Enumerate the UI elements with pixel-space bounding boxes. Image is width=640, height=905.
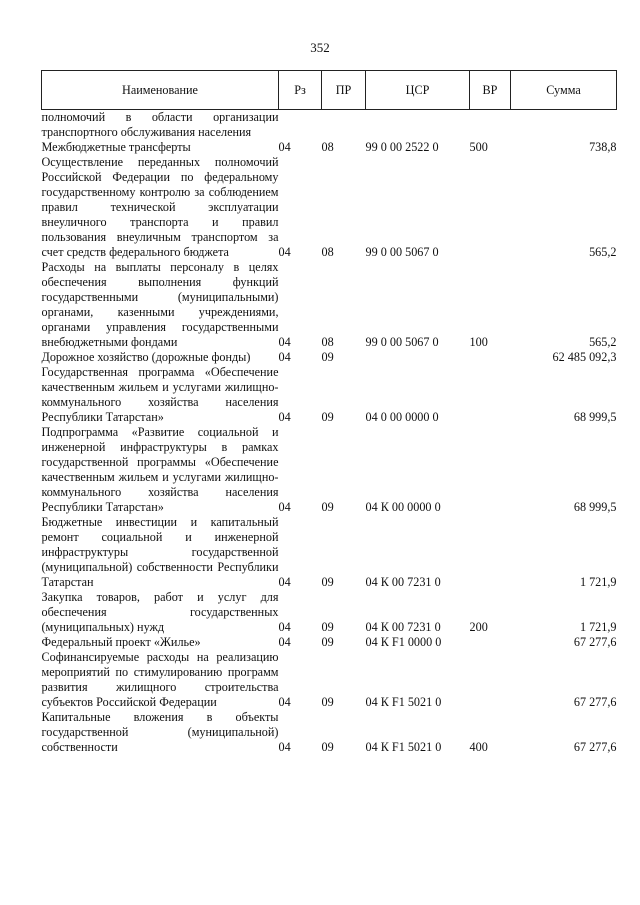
table-row	[42, 365, 617, 425]
cell-csr: 99 0 00 5067 0	[365, 245, 439, 259]
cell-sum: 68 999,5	[573, 500, 617, 514]
page-number: 352	[310, 40, 330, 55]
cell-vr: 500	[469, 140, 488, 154]
cell-pr: 09	[321, 575, 334, 589]
cell-rz: 04	[278, 740, 291, 754]
header-sum: Сумма	[511, 71, 617, 110]
cell-pr: 08	[321, 245, 334, 259]
cell-csr: 99 0 00 5067 0	[365, 335, 439, 349]
cell-vr	[470, 425, 511, 515]
cell-name: Государственная программа «Обеспечение качественным жильем и услугами жилищно-коммунального хозяйства населения Республики Татарстан»	[41, 365, 279, 424]
cell-csr: 04 К 00 0000 0	[365, 500, 441, 514]
table-row	[42, 515, 617, 590]
cell-sum: 1 721,9	[579, 575, 617, 589]
cell-sum	[511, 110, 617, 141]
cell-sum: 67 277,6	[573, 740, 617, 754]
cell-rz: 04	[278, 635, 291, 649]
cell-name: Федеральный проект «Жилье»	[41, 635, 201, 649]
cell-vr	[470, 635, 511, 650]
cell-csr: 04 К 00 7231 0	[365, 575, 441, 589]
cell-sum: 62 485 092,3	[552, 350, 617, 364]
cell-sum: 738,8	[589, 140, 617, 154]
cell-name: Бюджетные инвестиции и капитальный ремонт социальной и инженерной инфраструктуры государственной (муниципальной) собственности Республики Татарстан	[41, 515, 279, 589]
cell-vr	[470, 515, 511, 590]
table-row	[42, 140, 617, 155]
cell-sum: 1 721,9	[579, 620, 617, 634]
cell-vr	[470, 350, 511, 365]
cell-pr: 09	[321, 410, 334, 424]
cell-csr: 04 К F1 0000 0	[365, 635, 442, 649]
cell-csr: 04 К F1 5021 0	[365, 740, 442, 754]
cell-pr: 09	[321, 635, 334, 649]
cell-vr	[470, 155, 511, 260]
cell-csr	[366, 350, 470, 365]
cell-csr: 99 0 00 2522 0	[365, 140, 439, 154]
cell-name: Капитальные вложения в объекты государственной (муниципальной) собственности	[41, 710, 279, 754]
header-csr: ЦСР	[366, 71, 470, 110]
cell-csr: 04 0 00 0000 0	[365, 410, 439, 424]
table-row	[42, 350, 617, 365]
header-rz: Рз	[279, 71, 322, 110]
cell-pr: 08	[321, 140, 334, 154]
cell-sum: 67 277,6	[573, 635, 617, 649]
table-header	[42, 71, 617, 110]
cell-rz: 04	[278, 350, 291, 364]
cell-rz: 04	[278, 695, 291, 709]
table-row	[42, 425, 617, 515]
cell-csr: 04 К 00 7231 0	[365, 620, 441, 634]
cell-pr: 09	[321, 500, 334, 514]
cell-rz: 04	[278, 575, 291, 589]
table-row	[42, 635, 617, 650]
cell-pr: 09	[321, 740, 334, 754]
cell-rz: 04	[278, 410, 291, 424]
cell-sum: 565,2	[589, 245, 617, 259]
cell-csr: 04 К F1 5021 0	[365, 695, 442, 709]
cell-rz: 04	[278, 620, 291, 634]
cell-csr	[366, 110, 470, 141]
table-row	[42, 590, 617, 635]
cell-sum: 565,2	[589, 335, 617, 349]
cell-rz: 04	[278, 140, 291, 154]
cell-name: Осуществление переданных полномочий Российской Федерации по федеральному государственному контролю за соблюдением правил технической эксплуатации внеуличного транспорта и правил пользования внеуличным транспортом за счет средств федерального бюджета	[41, 155, 279, 259]
cell-pr: 09	[321, 620, 334, 634]
cell-vr	[470, 110, 511, 141]
cell-sum: 68 999,5	[573, 410, 617, 424]
cell-name: полномочий в области организации транспортного обслуживания населения	[41, 110, 279, 139]
table-row	[42, 155, 617, 260]
cell-vr	[470, 365, 511, 425]
cell-name: Софинансируемые расходы на реализацию мероприятий по стимулированию программ развития жилищного строительства субъектов Российской Федерации	[41, 650, 279, 709]
header-row	[42, 71, 617, 110]
cell-name: Подпрограмма «Развитие социальной и инженерной инфраструктуры в рамках государственной программы «Обеспечение качественным жильем и услугами жилищно-коммунального хозяйства населения Республики Татарстан»	[41, 425, 279, 514]
cell-rz	[279, 110, 322, 141]
cell-pr	[322, 110, 366, 141]
table-row	[42, 260, 617, 350]
cell-pr: 09	[321, 350, 334, 364]
cell-name: Расходы на выплаты персоналу в целях обеспечения выполнения функций государственными (муниципальными) органами, казенными учреждениями, органами управления государственными внебюджетными фондами	[41, 260, 279, 349]
cell-name: Закупка товаров, работ и услуг для обеспечения государственных (муниципальных) нужд	[41, 590, 279, 634]
cell-name: Дорожное хозяйство (дорожные фонды)	[41, 350, 251, 364]
cell-vr	[470, 650, 511, 710]
cell-pr: 09	[321, 695, 334, 709]
header-name: Наименование	[42, 71, 279, 110]
table-row	[42, 110, 617, 141]
cell-vr: 100	[469, 335, 488, 349]
cell-vr: 400	[469, 740, 488, 754]
cell-pr: 08	[321, 335, 334, 349]
table-body	[42, 110, 617, 756]
cell-rz: 04	[278, 335, 291, 349]
header-pr: ПР	[322, 71, 366, 110]
cell-name: Межбюджетные трансферты	[41, 140, 191, 154]
budget-table	[41, 70, 617, 755]
cell-sum: 67 277,6	[573, 695, 617, 709]
table-row	[42, 710, 617, 755]
cell-rz: 04	[278, 245, 291, 259]
cell-vr: 200	[469, 620, 488, 634]
table-row	[42, 650, 617, 710]
header-vr: ВР	[470, 71, 511, 110]
cell-rz: 04	[278, 500, 291, 514]
